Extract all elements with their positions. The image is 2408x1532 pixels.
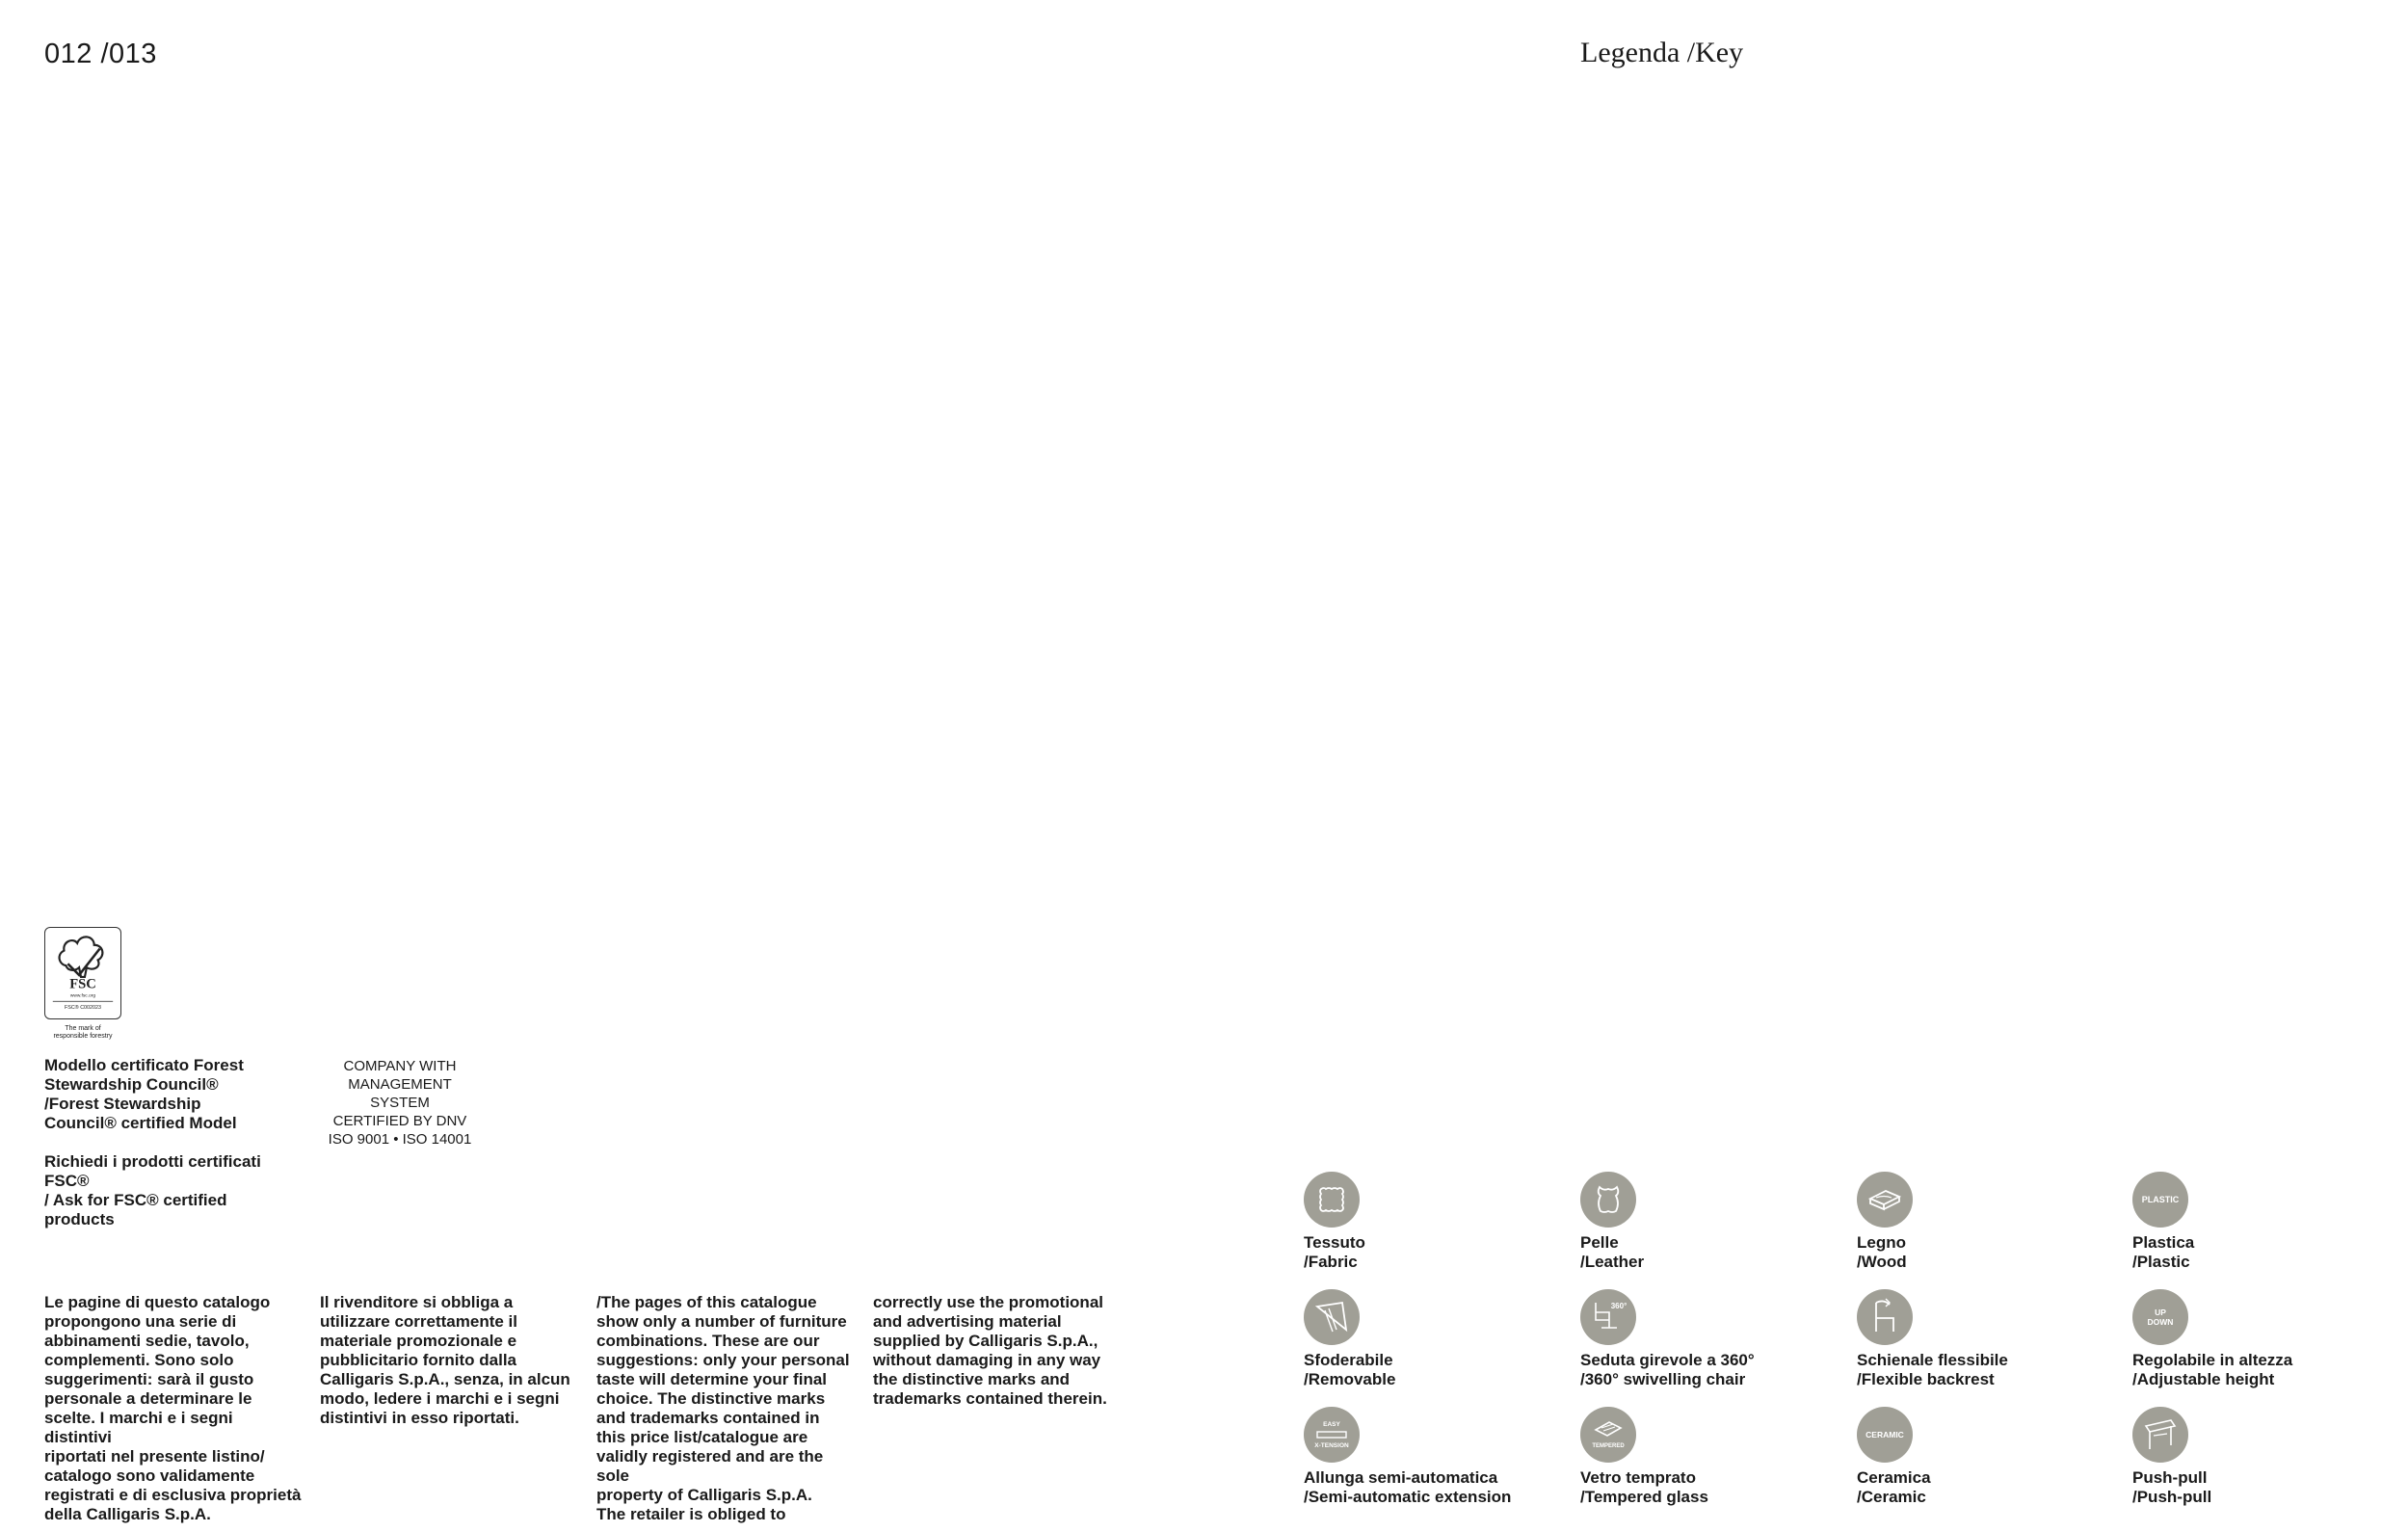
legend-label-it: Vetro temprato <box>1580 1468 1696 1487</box>
wood-icon <box>1857 1172 1913 1228</box>
legend-item-push-pull <box>2132 1407 2402 1507</box>
legend-label-en: /Tempered glass <box>1580 1488 1708 1506</box>
plastic-icon <box>2132 1172 2188 1228</box>
fsc-logo-text: FSC <box>69 976 96 992</box>
plastic-icon-text: PLASTIC <box>2141 1195 2180 1204</box>
fsc-ask-text: Richiedi i prodotti certificati FSC® / Ask for FSC® certified products <box>44 1152 261 1228</box>
legend-label-it: Legno <box>1857 1233 1906 1252</box>
legend-label-it: Tessuto <box>1304 1233 1365 1252</box>
legend-label-en: /Removable <box>1304 1370 1396 1388</box>
legend-item-semi-auto-extension <box>1304 1407 1574 1507</box>
legend-label-en: /360° swivelling chair <box>1580 1370 1746 1388</box>
legend-item-removable <box>1304 1289 1574 1389</box>
legend-label-it: Schienale flessibile <box>1857 1351 2008 1369</box>
legend-label-it: Allunga semi-automatica <box>1304 1468 1498 1487</box>
legend-item-swivel <box>1580 1289 1850 1389</box>
ceramic-icon-text: CERAMIC <box>1866 1430 1904 1440</box>
legend-label-it: Seduta girevole a 360° <box>1580 1351 1755 1369</box>
push-pull-icon <box>2132 1407 2188 1463</box>
leather-icon <box>1580 1172 1636 1228</box>
up-down-icon <box>2132 1289 2188 1345</box>
legend-item-tempered-glass <box>1580 1407 1850 1507</box>
easy-extension-icon <box>1304 1407 1360 1463</box>
legend-label-en: /Fabric <box>1304 1253 1358 1271</box>
legend-item-ceramic <box>1857 1407 2127 1507</box>
disclaimer-col-1: Le pagine di questo catalogo propongono una serie di abbinamenti sedie, tavolo, complementi. Sono solo suggerimenti: sarà il gusto personale a determinare le scelte. I marchi e i segni distintivi riportati nel presente listino/ catalogo sono validamente registrati e di esclusiva proprietà della Calligaris S.p.A. <box>44 1293 302 1523</box>
page-number: 012 /013 <box>44 39 157 69</box>
legend-item-wood <box>1857 1172 2127 1272</box>
fsc-logo-site: www.fsc.org <box>69 993 96 999</box>
swivel-360-icon <box>1580 1289 1636 1345</box>
legend-label-en: /Leather <box>1580 1253 1645 1271</box>
fsc-mark-caption: The mark of responsible forestry <box>53 1025 113 1040</box>
fsc-logo-code: FSC® C002023 <box>65 1005 101 1012</box>
up-down-icon-text: UP DOWN <box>2147 1307 2174 1327</box>
legend-label-it: Push-pull <box>2132 1468 2208 1487</box>
legend-label-en: /Wood <box>1857 1253 1907 1271</box>
disclaimer-col-2: Il rivenditore si obbliga a utilizzare correttamente il materiale promozionale e pubblicitario fornito dalla Calligaris S.p.A., senza, in alcun modo, ledere i marchi e i segni distintivi in esso riportati. <box>320 1293 570 1427</box>
legend-item-fabric <box>1304 1172 1574 1272</box>
easy-extension-icon-text: EASY X-TENSION <box>1314 1421 1349 1449</box>
legend-item-flexible-backrest <box>1857 1289 2127 1389</box>
legend-item-leather <box>1580 1172 1850 1272</box>
disclaimer-col-4: correctly use the promotional and advertising material supplied by Calligaris S.p.A., without damaging in any way the distinctive marks and trademarks contained therein. <box>873 1293 1107 1408</box>
legend-label-en: /Plastic <box>2132 1253 2190 1271</box>
ceramic-icon <box>1857 1407 1913 1463</box>
disclaimer-col-3: /The pages of this catalogue show only a number of furniture combinations. These are our suggestions: only your personal taste will determine your final choice. The distinctive marks and trademarks contained in this price list/catalogue are validly registered and are the sole property of Calligaris S.p.A. The retailer is obliged to <box>596 1293 850 1523</box>
legend-label-en: /Ceramic <box>1857 1488 1926 1506</box>
legend-title: Legenda /Key <box>1580 37 1744 68</box>
removable-icon <box>1304 1289 1360 1345</box>
swivel-icon-text: 360° <box>1610 1302 1627 1310</box>
tempered-icon-text: TEMPERED <box>1592 1443 1625 1449</box>
fabric-icon <box>1304 1172 1360 1228</box>
legend-label-en: /Semi-automatic extension <box>1304 1488 1512 1506</box>
legend-label-it: Sfoderabile <box>1304 1351 1393 1369</box>
legend-label-it: Regolabile in altezza <box>2132 1351 2293 1369</box>
legend-label-en: /Push-pull <box>2132 1488 2212 1506</box>
tempered-glass-icon <box>1580 1407 1636 1463</box>
flexible-backrest-icon <box>1857 1289 1913 1345</box>
fsc-tree-checkmark-icon <box>45 928 120 1018</box>
legend-item-adjustable-height <box>2132 1289 2402 1389</box>
legend-label-en: /Flexible backrest <box>1857 1370 1995 1388</box>
legend-label-it: Plastica <box>2132 1233 2195 1252</box>
legend-label-it: Pelle <box>1580 1233 1619 1252</box>
legend-label-it: Ceramica <box>1857 1468 1931 1487</box>
dnv-certification: COMPANY WITH MANAGEMENT SYSTEM CERTIFIED BY DNV ISO 9001 • ISO 14001 <box>328 1058 472 1148</box>
fsc-logo <box>44 927 121 1019</box>
legend-label-en: /Adjustable height <box>2132 1370 2275 1388</box>
legend-item-plastic <box>2132 1172 2402 1272</box>
fsc-certified-text: Modello certificato Forest Stewardship Council® /Forest Stewardship Council® certified Model <box>44 1056 244 1132</box>
